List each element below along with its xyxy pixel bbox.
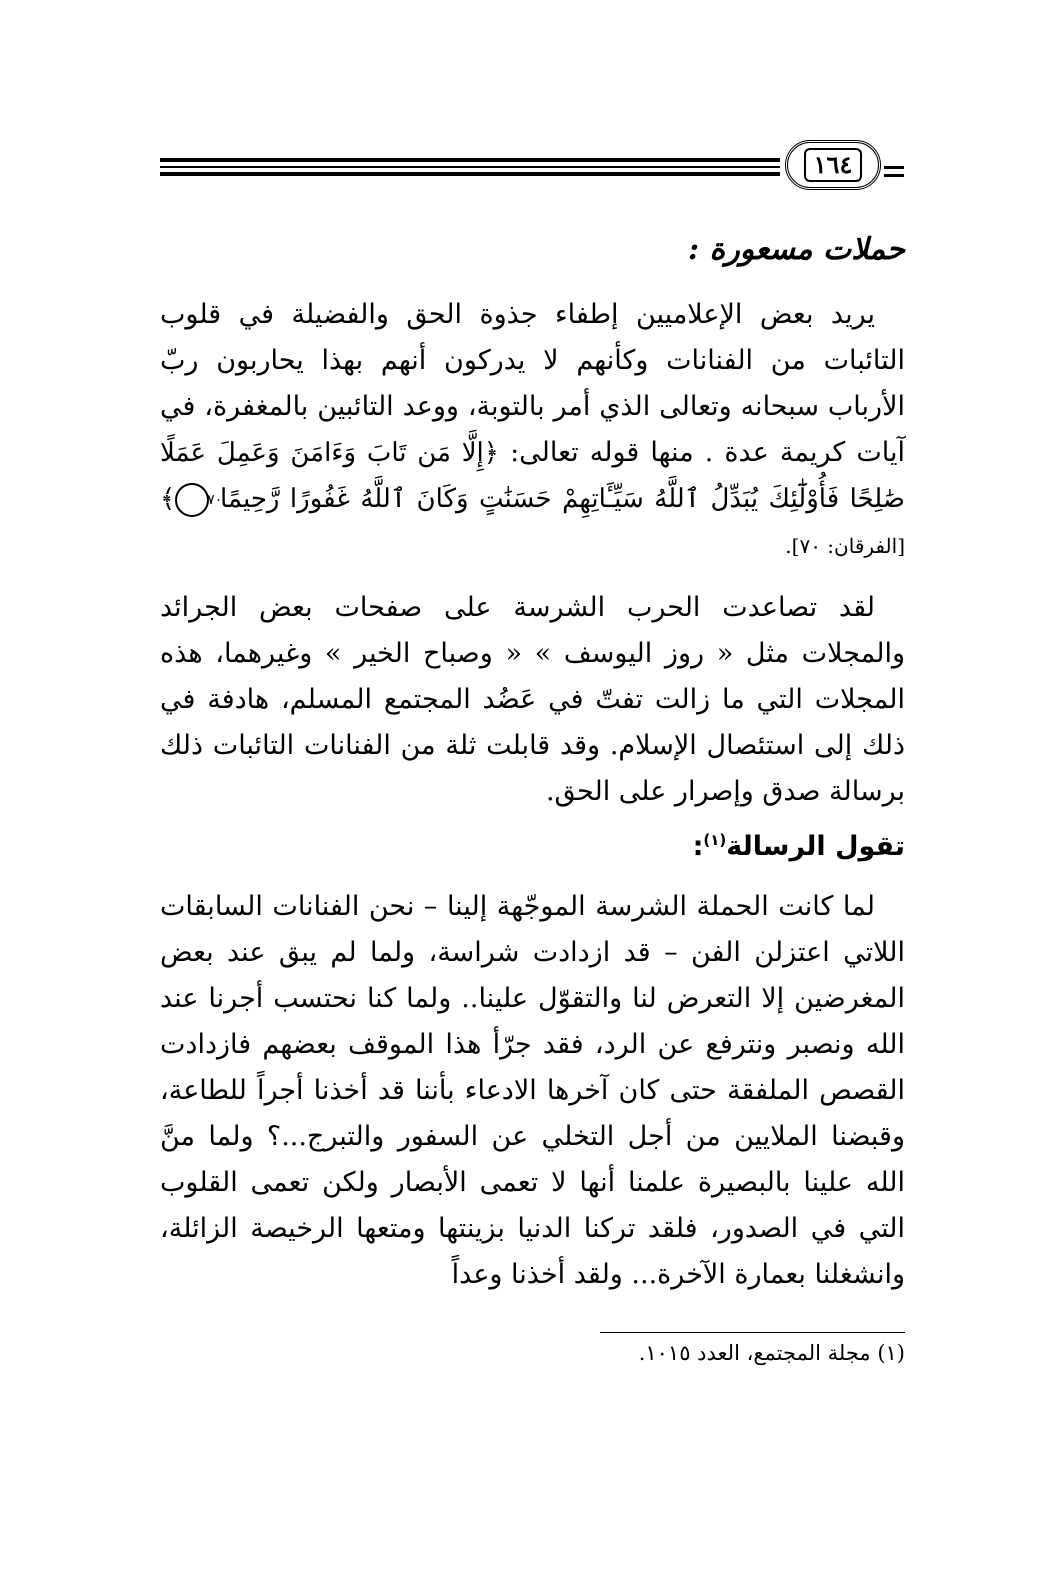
paragraph-1 bbox=[160, 292, 905, 569]
letter-title-text: تقول الرسالة bbox=[726, 831, 905, 862]
quran-verse: ﴿إِلَّا مَن تَابَ وَءَامَنَ وَعَمِلَ عَمَلًا صَٰلِحًا فَأُوْلَٰٓئِكَ يُبَدِّلُ ٱللَّهُ سَيِّـَٔاتِهِمْ حَسَنَٰتٍ وَكَانَ ٱللَّهُ غَفُورًا رَّحِيمًا bbox=[160, 438, 905, 514]
page-header bbox=[160, 140, 905, 200]
footnote: (١) مجلة المجتمع، العدد ١٠١٥. bbox=[638, 1341, 905, 1365]
page-number-badge bbox=[785, 140, 881, 190]
section-title: حملات مسعورة : bbox=[687, 232, 905, 267]
quran-close-bracket: ﴾ bbox=[160, 484, 176, 514]
quran-reference: [الفرقان: ٧٠]. bbox=[785, 534, 905, 558]
header-rule-short bbox=[884, 166, 904, 182]
paragraph-3: لما كانت الحملة الشرسة الموجّهة إلينا – نحن الفنانات السابقات اللاتي اعتزلن الفن – قد ازدادت شراسة، ولما لم يبق عند بعض المغرضين إلا التعرض لنا والتقوّل علينا.. ولما كنا نحتسب أجرنا عند الله ونصبر ونترفع عن الرد، فقد جرّأ هذا الموقف بعضهم فازدادت القصص الملفقة حتى كان آخرها الادعاء بأننا قد أخذنا أجراً للطاعة، وقبضنا الملايين من أجل التخلي عن السفور والتبرج...؟ ولما منَّ الله علينا بالبصيرة علمنا أنها لا تعمى الأبصار ولكن تعمى القلوب التي في الصدور، فلقد تركنا الدنيا بزينتها ومتعها الرخيصة الزائلة، وانشغلنا بعمارة الآخرة... ولقد أخذنا وعداً bbox=[160, 891, 905, 1290]
page-body bbox=[160, 228, 905, 1298]
ayah-number-icon: ٧٠ bbox=[175, 483, 209, 517]
letter-title bbox=[160, 817, 905, 870]
paragraph-1-text: يريد بعض الإعلاميين إطفاء جذوة الحق والفضيلة في قلوب التائبات من الفنانات وكأنهم لا يدركون أنهم بهذا يحاربون ربّ الأرباب سبحانه وتعالى الذي أمر بالتوبة، ووعد التائبين بالمغفرة، في آيات كريمة عدة . منها قوله تعالى: bbox=[160, 299, 905, 468]
footnote-ref[interactable]: (١) bbox=[703, 831, 727, 849]
footnote-separator bbox=[600, 1332, 905, 1333]
letter-title-suffix: : bbox=[692, 831, 704, 862]
page-number: ١٦٤ bbox=[804, 148, 863, 182]
header-rule bbox=[160, 158, 780, 180]
paragraph-2: لقد تصاعدت الحرب الشرسة على صفحات بعض الجرائد والمجلات مثل « روز اليوسف » « وصباح الخير » وغيرهما، هذه المجلات التي ما زالت تفتّ في عَضُد المجتمع المسلم، هادفة في ذلك إلى استئصال الإسلام. وقد قابلت ثلة من الفنانات التائبات ذلك برسالة صدق وإصرار على الحق. bbox=[160, 592, 905, 807]
